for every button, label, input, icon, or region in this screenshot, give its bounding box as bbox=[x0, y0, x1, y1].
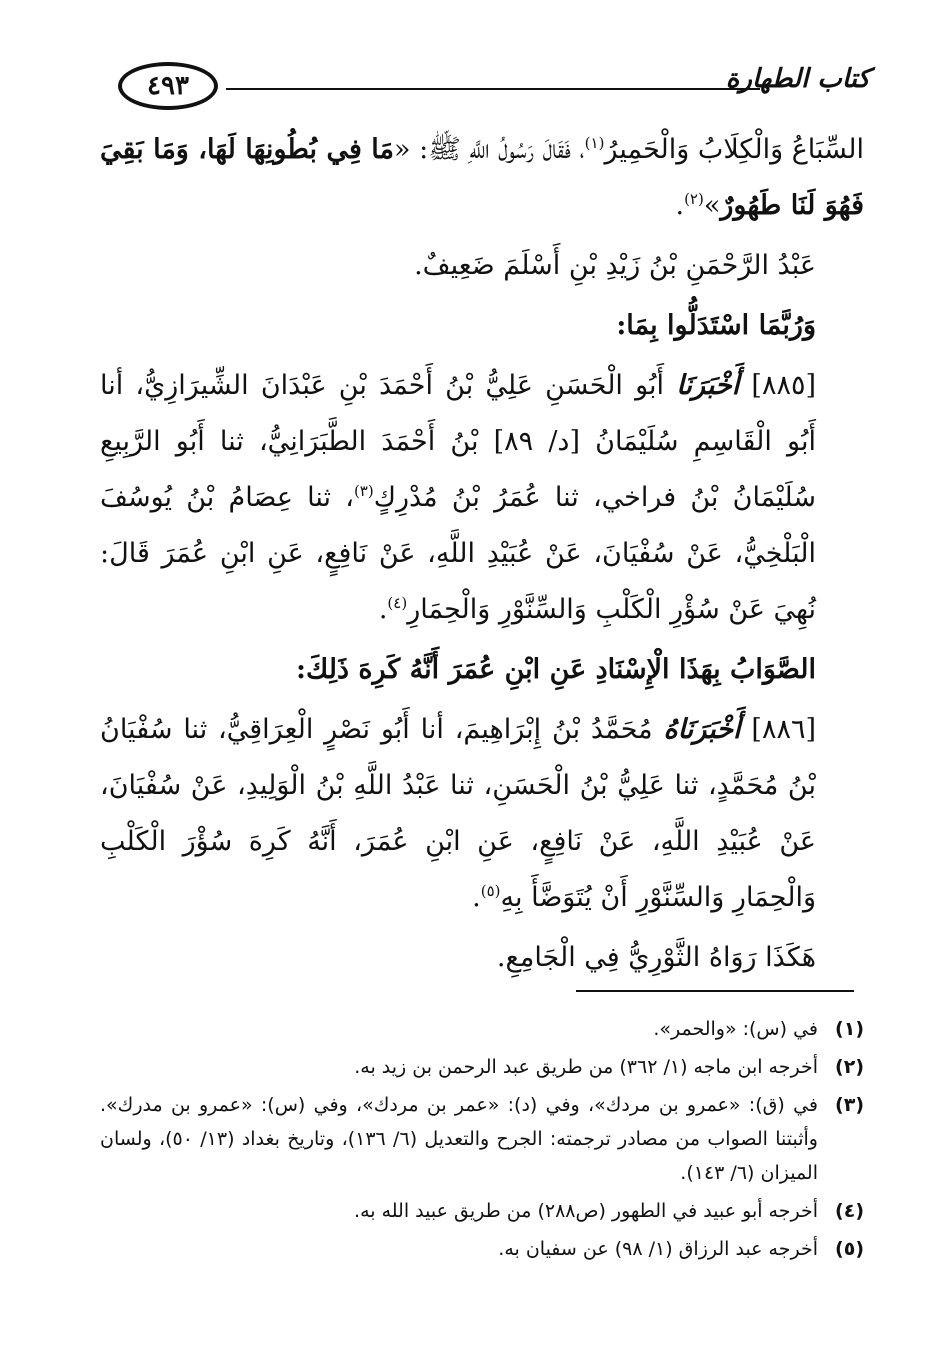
paragraph-narrator-note: عَبْدُ الرَّحْمَنِ بْنُ زَيْدِ بْنِ أَسْلَمَ ضَعِيفٌ. bbox=[414, 250, 816, 281]
footnote-ref: (٣) bbox=[353, 482, 374, 500]
hadith-number: [٨٨٥] bbox=[739, 370, 816, 401]
footnote-item bbox=[100, 1050, 864, 1084]
footnote-number: (١) bbox=[835, 1018, 864, 1040]
footnote-text: أخرجه عبد الرزاق (١/ ٩٨) عن سفيان به. bbox=[498, 1238, 818, 1260]
paragraph-hadith-885 bbox=[100, 358, 864, 638]
footnote-text: في (ق): «عمرو بن مردك»، وفي (د): «عمر بن مردك»، وفي (س): «عمرو بن مدرك». وأثبتنا الصواب من مصادر ترجمته: الجرح والتعديل (٦/ ١٣٦)، وتاريخ بغداد (١٣/ ٥٠)، ولسان الميزان (٦/ ١٤٣). bbox=[100, 1094, 818, 1184]
text-span: أَبُو الْحَسَنِ عَلِيُّ بْنُ أَحْمَدَ بْنِ عَبْدَانَ الشِّيرَازِيُّ، أنا أَبُو الْقَاسِمِ سُلَيْمَانُ [د/ ٨٩] بْنُ أَحْمَدَ الطَّبَرَانِيُّ، ثنا أَبُو الرَّبِيعِ سُلَيْمَانُ بْنُ فراخي، ثنا عُمَرُ بْنُ مُدْرِكٍ bbox=[100, 370, 816, 513]
text-span: . bbox=[675, 190, 685, 221]
paragraph-closing: هَكَذَا رَوَاهُ الثَّوْرِيُّ فِي الْجَامِعِ. bbox=[496, 942, 816, 973]
footnotes bbox=[100, 1012, 864, 1270]
paragraph-heading: وَرُبَّمَا اسْتَدَلُّوا بِمَا: bbox=[616, 310, 816, 341]
footnote-separator bbox=[576, 990, 854, 992]
text-span: ، فَقَالَ رَسُولُ اللَّهِ ﷺ: « bbox=[393, 134, 585, 165]
text-span: السِّبَاعُ وَالْكِلَابُ وَالْحَمِيرُ bbox=[604, 134, 864, 165]
main-text bbox=[100, 122, 864, 990]
footnote-item bbox=[100, 1194, 864, 1228]
akhbarana-word: أَخْبَرَنَا bbox=[676, 370, 740, 401]
header-rule bbox=[226, 88, 760, 90]
footnote-ref: (٤) bbox=[387, 594, 408, 612]
book-title: كتاب الطهارة bbox=[725, 64, 870, 94]
footnote-ref: (١) bbox=[584, 134, 605, 152]
footnote-number: (٢) bbox=[835, 1056, 864, 1078]
footnote-item bbox=[100, 1012, 864, 1046]
paragraph-heading: الصَّوَابُ بِهَذَا الْإِسْنَادِ عَنِ ابْنِ عُمَرَ أَنَّهُ كَرِهَ ذَلِكَ: bbox=[296, 654, 816, 685]
footnote-item bbox=[100, 1088, 864, 1190]
hadith-number: [٨٨٦] bbox=[740, 714, 816, 745]
page-header bbox=[118, 62, 870, 112]
page-number: ٤٩٣ bbox=[118, 62, 218, 110]
footnote-text: أخرجه أبو عبيد في الطهور (ص٢٨٨) من طريق عبيد الله به. bbox=[354, 1200, 818, 1222]
footnote-text: أخرجه ابن ماجه (١/ ٣٦٢) من طريق عبد الرحمن بن زيد به. bbox=[354, 1056, 818, 1078]
text-span: مُحَمَّدُ بْنُ إِبْرَاهِيمَ، أنا أَبُو نَصْرٍ الْعِرَاقِيُّ، ثنا سُفْيَانُ بْنُ مُحَمَّدٍ، ثنا عَلِيُّ بْنُ الْحَسَنِ، ثنا عَبْدُ اللَّهِ بْنُ الْوَلِيدِ، عَنْ سُفْيَانَ، عَنْ عُبَيْدِ اللَّهِ، عَنْ نَافِعٍ، عَنِ ابْنِ عُمَرَ، أَنَّهُ كَرِهَ سُؤْرَ الْكَلْبِ وَالْحِمَارِ وَالسِّنَّوْرِ أَنْ يُتَوَضَّأَ بِهِ bbox=[100, 714, 816, 913]
akhbarana-word: أَخْبَرَنَاهُ bbox=[663, 714, 741, 745]
footnote-ref: (٢) bbox=[684, 190, 704, 208]
text-span: ، ثنا عِصَامُ بْنُ يُوسُفَ الْبَلْخِيُّ، عَنْ سُفْيَانَ، عَنْ عُبَيْدِ اللَّهِ، عَنْ نَافِعٍ، عَنِ ابْنِ عُمَرَ قَالَ: نُهِيَ عَنْ سُؤْرِ الْكَلْبِ وَالسِّنَّوْرِ وَالْحِمَارِ bbox=[100, 482, 816, 625]
paragraph-hadith-end bbox=[100, 122, 864, 234]
hadith-quote: مَا فِي بُطُونِهَا لَهَا، وَمَا بَقِيَ فَهُوَ لَنَا طَهُورٌ bbox=[100, 134, 864, 221]
footnote-text: في (س): «والحمر». bbox=[653, 1018, 818, 1040]
text-span: . bbox=[378, 594, 388, 625]
footnote-number: (٥) bbox=[835, 1238, 864, 1260]
footnote-number: (٣) bbox=[835, 1094, 864, 1116]
footnote-item bbox=[100, 1232, 864, 1266]
paragraph-hadith-886 bbox=[100, 702, 864, 926]
footnote-ref: (٥) bbox=[480, 882, 501, 900]
footnote-number: (٤) bbox=[835, 1200, 864, 1222]
text-span: . bbox=[472, 882, 481, 913]
text-span: » bbox=[703, 190, 721, 221]
